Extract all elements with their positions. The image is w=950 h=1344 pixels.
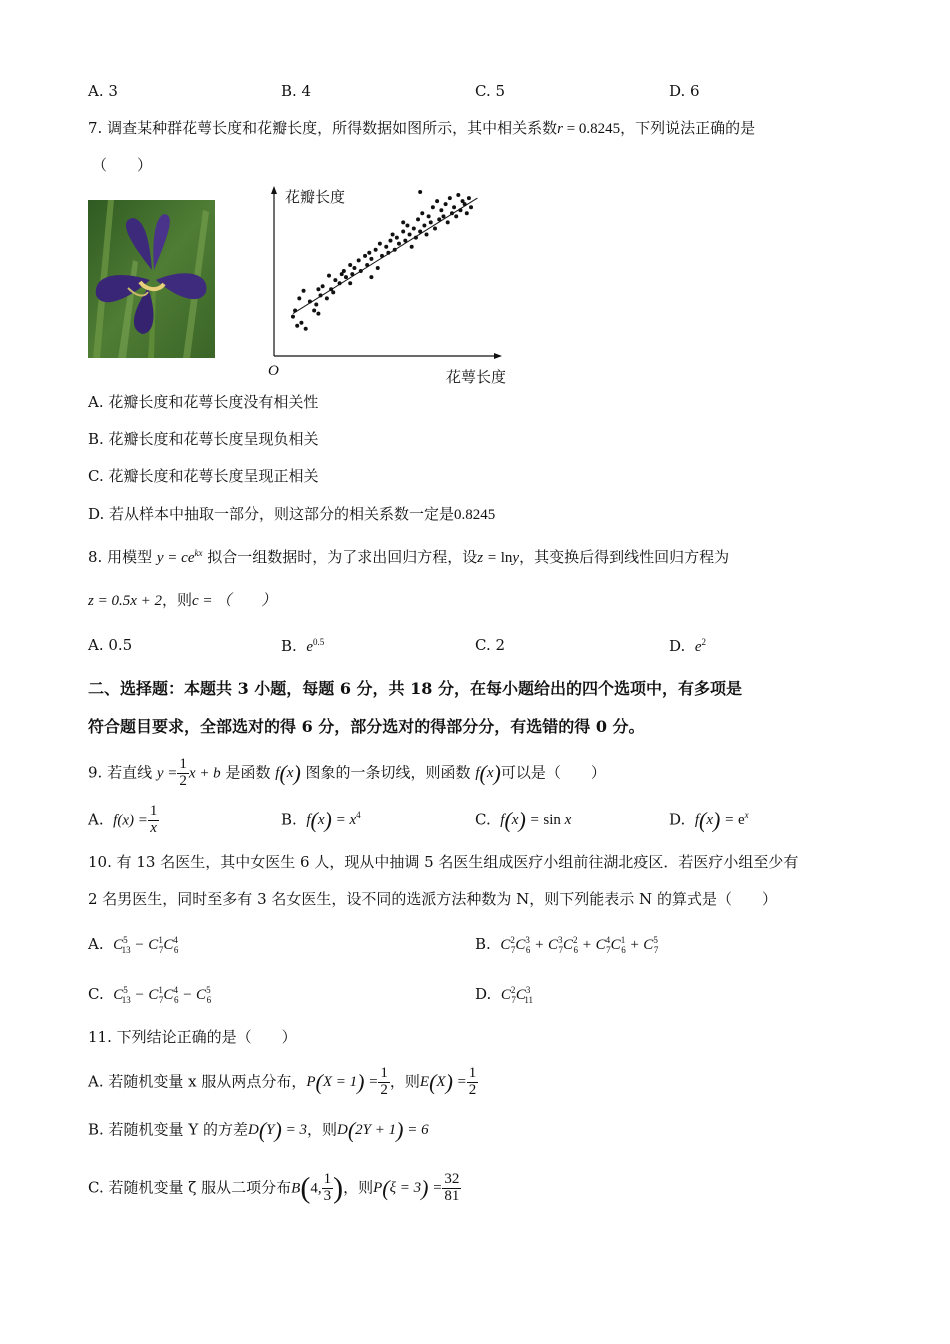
q8-option-d-label: D.: [669, 637, 686, 655]
q7-r-symbol: r: [557, 121, 563, 137]
scatter-point: [327, 274, 331, 278]
q11-option-c-text: C. 若随机变量 ζ 服从二项分布: [88, 1178, 292, 1197]
q11-option-b: B. 若随机变量 Y 的方差D(Y) = 3，则D(2Y + 1) = 6: [88, 1118, 429, 1143]
scatter-point: [391, 233, 395, 237]
scatter-point: [431, 205, 435, 209]
scatter-point: [412, 226, 416, 230]
q6-option-d: D. 6: [669, 82, 700, 100]
q10-option-c-label: C.: [88, 985, 104, 1003]
q9-option-b: B. $f(x) = x^4$: [281, 808, 361, 833]
q10-option-a-label: A.: [88, 935, 104, 953]
scatter-point: [467, 196, 471, 200]
q8-stem-1: 8. 用模型: [88, 548, 153, 566]
scatter-point: [312, 309, 316, 313]
q7-stem-text: 7. 调查某种群花萼长度和花瓣长度，所得数据如图所示，其中相关系数: [88, 119, 558, 137]
q10-stem-line2: 2 名男医生，同时至多有 3 名女医生，设不同的选派方法种数为 N，则下列能表示 N 的算式是（ ）: [88, 890, 777, 908]
q8-option-c: C. 2: [475, 636, 506, 654]
scatter-chart: [262, 184, 512, 384]
q11-option-b-text: B. 若随机变量 Y 的方差: [88, 1120, 248, 1139]
q10-option-b-label: B.: [475, 935, 491, 953]
scatter-point: [369, 275, 373, 279]
scatter-point: [376, 266, 380, 270]
q8-transform: z = lny: [477, 550, 520, 566]
q8-line2: [88, 593, 276, 609]
q7-option-d-value: 0.8245: [454, 507, 496, 523]
q11-option-a: A. 若随机变量 x 服从两点分布，P(X = 1) = $\frac{1}{2}$ ，则E(X) = $\frac{1}{2}$: [88, 1065, 477, 1098]
scatter-point: [333, 278, 337, 282]
scatter-point: [342, 269, 346, 273]
chart-x-label: 花萼长度: [446, 368, 507, 386]
q10-option-a: A. $C^5_{13} - C^1_7C^4_6$: [88, 935, 179, 955]
q11-option-a-text: A. 若随机变量 x 服从两点分布，: [88, 1072, 307, 1091]
scatter-point: [293, 309, 297, 313]
scatter-point: [344, 275, 348, 279]
q7-option-a: A. 花瓣长度和花萼长度没有相关性: [88, 393, 319, 411]
scatter-point: [408, 233, 412, 237]
q11-option-c: C. 若随机变量 ζ 服从二项分布B(4, $\frac{1}{3}$ )，则P(ξ = 3) = $\frac{32}{81}$: [88, 1171, 460, 1205]
q6-option-c: C. 5: [475, 82, 506, 100]
scatter-point: [291, 315, 295, 319]
q9-fx-2: f(x): [475, 760, 501, 786]
q11-option-a-text2: ，则: [389, 1072, 420, 1091]
scatter-point: [374, 248, 378, 252]
scatter-point: [437, 217, 441, 221]
scatter-point: [295, 324, 299, 328]
q8-option-a: A. 0.5: [88, 636, 133, 654]
q8-option-d: D. $e^2$: [669, 637, 706, 655]
scatter-point: [352, 266, 356, 270]
scatter-point: [448, 196, 452, 200]
scatter-point: [363, 254, 367, 258]
q9-option-c: C. f(x) = sin x: [475, 808, 572, 833]
scatter-point: [386, 251, 390, 255]
scatter-point: [308, 299, 312, 303]
scatter-point: [441, 214, 445, 218]
q7-stem-tail: ，下列说法正确的是: [620, 119, 756, 137]
q9-line-eq: y =: [156, 765, 178, 782]
q6-option-b: B. 4: [281, 82, 312, 100]
scatter-point: [418, 230, 422, 234]
scatter-point: [365, 263, 369, 267]
q8-stem-2: 拟合一组数据时，为了求出回归方程，设: [207, 548, 478, 566]
q7-r-value: = 0.8245: [562, 121, 621, 137]
iris-flower-photo: [88, 200, 215, 358]
q9-option-d: D. $f(x) = e^x$: [669, 808, 749, 833]
q8-option-b-label: B.: [281, 637, 297, 655]
scatter-point: [338, 281, 342, 285]
q9-stem: 9. 若直线 y = $\frac{1}{2}$ x + b 是函数 f(x) 图象的一条切线，则函数 f(x)可以是（ ）: [88, 756, 606, 789]
scatter-point: [316, 312, 320, 316]
scatter-point: [463, 202, 467, 206]
scatter-point: [331, 290, 335, 294]
scatter-point: [454, 214, 458, 218]
q10-option-b: B. $C^2_7C^3_6 + C^3_7C^2_6 + C^4_7C^1_6 + C^5_7$: [475, 935, 659, 955]
q9-stem-1: 9. 若直线: [88, 763, 153, 782]
scatter-point: [348, 281, 352, 285]
scatter-point: [469, 205, 473, 209]
scatter-point: [357, 258, 361, 262]
scatter-point: [427, 214, 431, 218]
q10-option-c: C. $C^5_{13} - C^1_7C^4_6 - C^5_6$: [88, 985, 212, 1005]
scatter-point: [348, 263, 352, 267]
scatter-point: [393, 248, 397, 252]
scatter-point: [325, 296, 329, 300]
scatter-point: [380, 254, 384, 258]
q6-option-a: A. 3: [88, 82, 118, 100]
scatter-point: [319, 293, 323, 297]
q11-option-c-text2: ，则: [343, 1178, 374, 1197]
scatter-point: [422, 223, 426, 227]
scatter-point: [314, 302, 318, 306]
scatter-point: [450, 211, 454, 215]
q10-option-d-label: D.: [475, 985, 492, 1003]
scatter-point: [420, 211, 424, 215]
q9-frac-half: $\frac{1}{2}$: [179, 756, 187, 789]
q7-stem: [88, 121, 755, 137]
scatter-point: [321, 284, 325, 288]
q8-ask-c: c = （ ）: [192, 593, 277, 609]
q11-stem: 11. 下列结论正确的是（ ）: [88, 1028, 297, 1046]
q7-option-b: B. 花瓣长度和花萼长度呈现负相关: [88, 430, 319, 448]
scatter-point: [452, 205, 456, 209]
scatter-point: [304, 327, 308, 331]
section2-heading-line2: 符合题目要求，全部选对的得 6 分，部分选对的得部分分，有选错的得 0 分。: [88, 717, 645, 736]
chart-origin-label: O: [268, 363, 279, 379]
scatter-point: [297, 296, 301, 300]
q7-option-d: [88, 507, 495, 523]
q9-fx-1: f(x): [275, 760, 301, 786]
scatter-point: [395, 236, 399, 240]
scatter-point: [410, 245, 414, 249]
scatter-point: [418, 190, 422, 194]
scatter-point: [302, 289, 306, 293]
scatter-point: [384, 245, 388, 249]
q7-option-d-text: D. 若从样本中抽取一部分，则这部分的相关系数一定是: [88, 505, 455, 523]
scatter-point: [416, 217, 420, 221]
q9-option-a-label: A.: [88, 810, 104, 829]
scatter-point: [299, 321, 303, 325]
q8-stem-3: ，其变换后得到线性回归方程为: [519, 548, 730, 566]
q8-line2-post: ，则: [162, 591, 193, 609]
scatter-point: [465, 211, 469, 215]
q9-option-d-label: D.: [669, 810, 686, 829]
q8-regression-eq: z = 0.5x + 2: [88, 593, 162, 609]
x-axis-arrow: [494, 353, 502, 359]
chart-y-label: 花瓣长度: [285, 188, 346, 206]
scatter-point: [388, 239, 392, 243]
q9-option-b-label: B.: [281, 810, 297, 829]
q7-paren: （ ）: [92, 156, 153, 174]
scatter-point: [401, 220, 405, 224]
y-axis-arrow: [271, 186, 277, 194]
scatter-point: [403, 239, 407, 243]
scatter-point: [444, 202, 448, 206]
q8-model-formula: $y = ce^{kx}$: [156, 548, 203, 566]
scatter-point: [359, 269, 363, 273]
q9-stem-3: 图象的一条切线，则函数: [305, 763, 471, 782]
q9-stem-4: 可以是（ ）: [500, 763, 606, 782]
scatter-point: [429, 220, 433, 224]
scatter-point: [433, 226, 437, 230]
scatter-plot: [262, 184, 512, 384]
scatter-point: [405, 223, 409, 227]
scatter-point: [446, 220, 450, 224]
scatter-point: [397, 242, 401, 246]
scatter-point: [456, 193, 460, 197]
scatter-point: [401, 230, 405, 234]
section2-heading-line1: 二、选择题：本题共 3 小题，每题 6 分，共 18 分，在每小题给出的四个选项中，有多项是: [88, 679, 742, 698]
q11-option-b-text2: ，则: [306, 1120, 337, 1139]
q9-stem-2: 是函数: [225, 763, 271, 782]
scatter-point: [414, 236, 418, 240]
q9-option-a: A. f(x) = $\frac{1}{x}$: [88, 803, 158, 836]
q10-stem-line1: 10. 有 13 名医生，其中女医生 6 人，现从中抽调 5 名医生组成医疗小组前往湖北疫区．若医疗小组至少有: [88, 853, 799, 871]
scatter-point: [435, 199, 439, 203]
q9-option-c-label: C.: [475, 810, 491, 829]
scatter-point: [367, 251, 371, 255]
scatter-point: [316, 287, 320, 291]
scatter-point: [425, 233, 429, 237]
q8-option-b: B. $e^{0.5}$: [281, 637, 325, 655]
scatter-point: [378, 242, 382, 246]
scatter-point: [350, 272, 354, 276]
scatter-point: [439, 208, 443, 212]
q10-option-d: D. $C^2_7C^3_{11}$: [475, 985, 534, 1005]
q7-option-c: C. 花瓣长度和花萼长度呈现正相关: [88, 467, 319, 485]
scatter-point: [458, 208, 462, 212]
scatter-point: [369, 257, 373, 261]
q8-stem: [88, 549, 729, 566]
